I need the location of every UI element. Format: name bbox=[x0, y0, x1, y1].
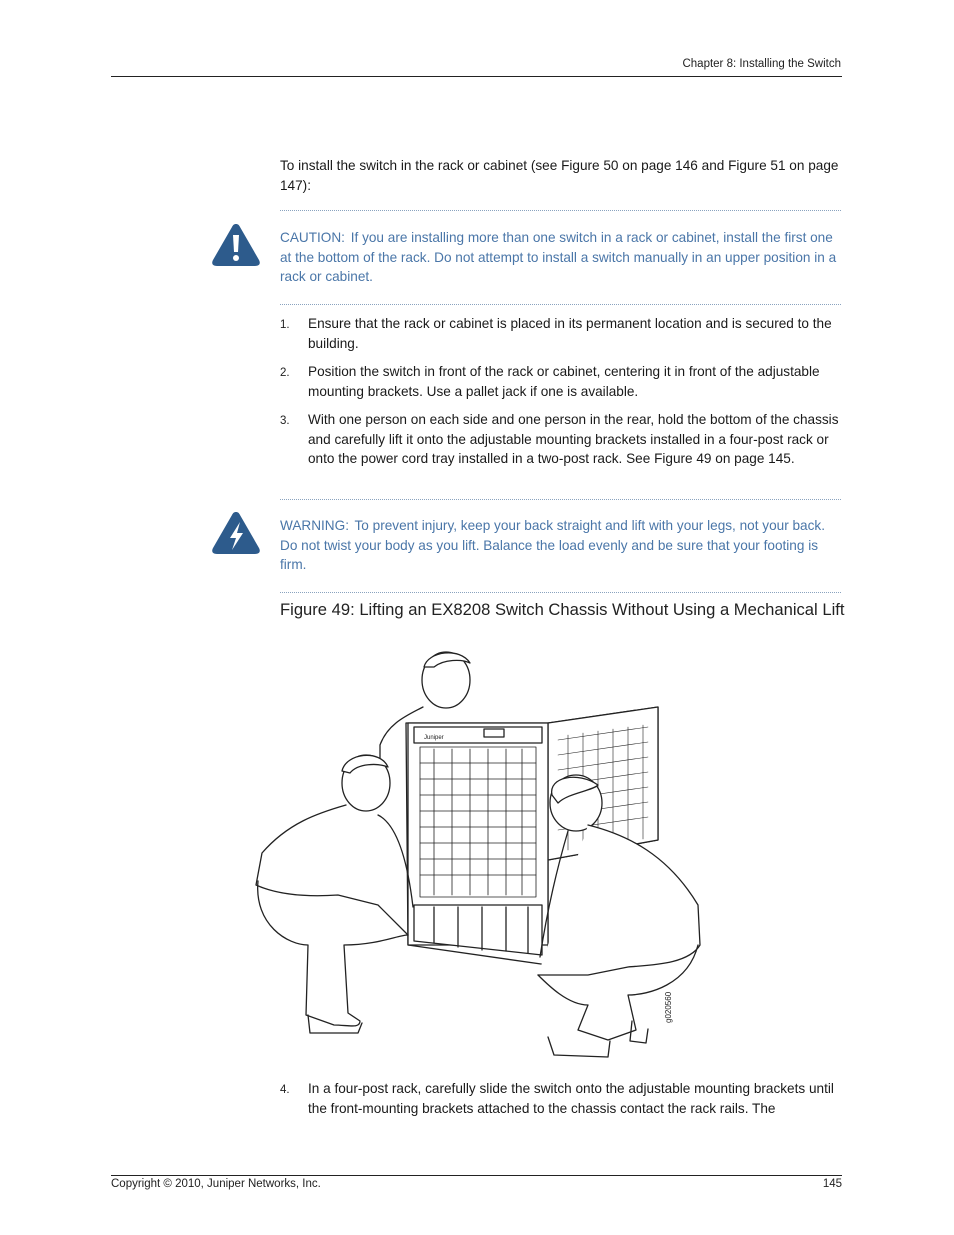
divider bbox=[280, 499, 841, 500]
list-item bbox=[280, 1079, 842, 1118]
caution-label: CAUTION: bbox=[280, 230, 345, 245]
step-number: 1. bbox=[280, 319, 290, 331]
page-number: 145 bbox=[822, 1178, 842, 1190]
list-item bbox=[280, 314, 842, 353]
figure-illustration bbox=[248, 645, 708, 1070]
step-text: Position the switch in front of the rack or cabinet, centering it in front of the adjustable mounting brackets. Use a pallet jack if one is available. bbox=[308, 364, 820, 399]
warning-label: WARNING: bbox=[280, 518, 349, 533]
chassis-brand: Juniper bbox=[424, 735, 444, 741]
list-item bbox=[280, 410, 842, 469]
caution-exclamation-icon bbox=[211, 222, 261, 272]
step-number: 3. bbox=[280, 415, 290, 427]
left-person bbox=[256, 755, 413, 1033]
header-rule bbox=[111, 76, 842, 77]
warning-lightning-icon bbox=[211, 510, 261, 560]
step-text: With one person on each side and one person in the rear, hold the bottom of the chassis and carefully lift it onto the adjustable mounting brackets installed in a four-post rack or onto the power cord tray installed in a two-post rack. See Figure 49 on page 145. bbox=[308, 412, 839, 467]
warning-text: To prevent injury, keep your back straight and lift with your legs, not your back. Do not twist your body as you lift. Balance the load evenly and be sure that your footing is firm. bbox=[280, 518, 825, 573]
step-text: Ensure that the rack or cabinet is placed in its permanent location and is secured to the building. bbox=[308, 316, 832, 351]
figure-id: g020560 bbox=[664, 991, 673, 1023]
running-header: Chapter 8: Installing the Switch bbox=[682, 58, 841, 70]
caution-note bbox=[280, 228, 842, 287]
step-number: 4. bbox=[280, 1084, 290, 1096]
list-item bbox=[280, 362, 842, 401]
divider bbox=[280, 210, 841, 211]
intro-paragraph: To install the switch in the rack or cabinet (see Figure 50 on page 146 and Figure 51 on page 147): bbox=[280, 158, 839, 193]
copyright: Copyright © 2010, Juniper Networks, Inc. bbox=[111, 1178, 321, 1190]
footer-rule bbox=[111, 1175, 842, 1176]
caution-text: If you are installing more than one switch in a rack or cabinet, install the first one at the bottom of the rack. Do not attempt to install a switch manually in an upper position in a rack or cabinet. bbox=[280, 230, 837, 285]
figure-caption: Figure 49: Lifting an EX8208 Switch Chassis Without Using a Mechanical Lift bbox=[280, 600, 845, 619]
divider bbox=[280, 592, 841, 593]
warning-note bbox=[280, 516, 842, 575]
step-text: In a four-post rack, carefully slide the switch onto the adjustable mounting brackets until the front-mounting brackets attached to the chassis contact the rack rails. The bbox=[308, 1081, 834, 1116]
step-number: 2. bbox=[280, 367, 290, 379]
divider bbox=[280, 304, 841, 305]
